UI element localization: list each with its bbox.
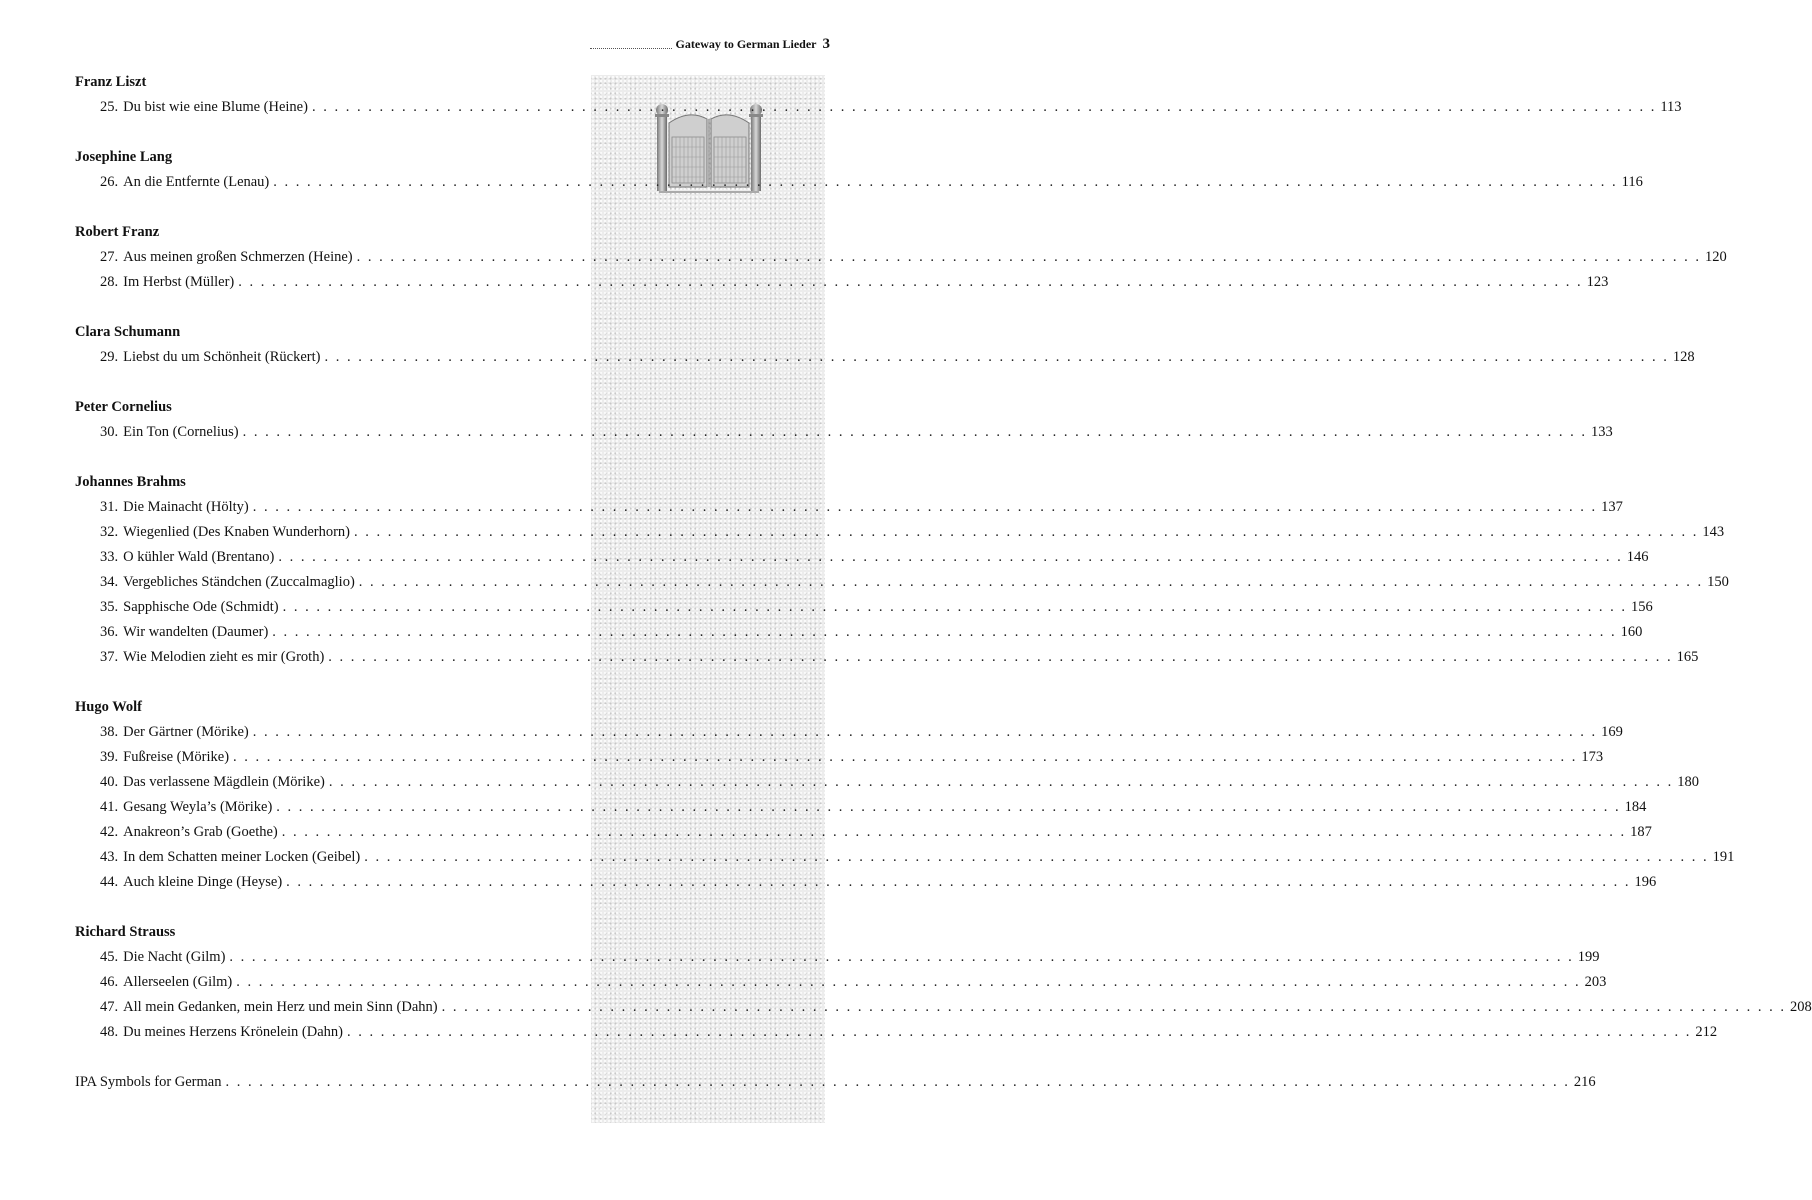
- entry-number: 48.: [100, 1024, 119, 1040]
- toc-entry: [75, 620, 1643, 645]
- entry-number: 38.: [100, 724, 119, 740]
- dot-leader: . . . . . . . . . . . . . . . . . . . . . . . . . . . . . . . . . . . . . . . . . . . . . . . . . . . . . . . . . . . . . . . . . . . . . . . . . . . . . . . . . . . . . . . . . . . . . . . . . . . . . . . . . . . . . . . . . . . . . . . .: [272, 624, 1617, 640]
- entry-title: O kühler Wald (Brentano): [123, 549, 275, 565]
- entry-number: 41.: [100, 799, 119, 815]
- entry-number: 35.: [100, 599, 119, 615]
- dot-leader: . . . . . . . . . . . . . . . . . . . . . . . . . . . . . . . . . . . . . . . . . . . . . . . . . . . . . . . . . . . . . . . . . . . . . . . . . . . . . . . . . . . . . . . . . . . . . . . . . . . . . . . . . . . . . . . . . . . . . . . .: [311, 99, 1657, 115]
- appendix-page: 216: [1573, 1074, 1596, 1090]
- entry-number: 27.: [100, 249, 119, 265]
- toc-section: [75, 220, 1727, 295]
- composer-heading: Clara Schumann: [75, 324, 181, 340]
- toc-entry: [75, 495, 1623, 520]
- toc-entry: [75, 520, 1725, 545]
- entry-title: Im Herbst (Müller): [123, 274, 235, 290]
- running-header: [590, 34, 830, 54]
- composer-heading: Robert Franz: [75, 224, 160, 240]
- header-page-number: 3: [822, 35, 830, 52]
- toc-entry: [75, 795, 1647, 820]
- toc-entry: [75, 1020, 1718, 1045]
- entry-page: 116: [1621, 174, 1643, 190]
- entry-page: 165: [1676, 649, 1699, 665]
- toc-entry: [75, 595, 1653, 620]
- entry-title: Aus meinen großen Schmerzen (Heine): [123, 249, 353, 265]
- appendix-entry: [75, 1070, 1596, 1095]
- entry-title: Die Mainacht (Hölty): [123, 499, 249, 515]
- entry-number: 44.: [100, 874, 119, 890]
- toc-entry: [75, 770, 1699, 795]
- toc-entry: [75, 870, 1657, 895]
- dot-leader: . . . . . . . . . . . . . . . . . . . . . . . . . . . . . . . . . . . . . . . . . . . . . . . . . . . . . . . . . . . . . . . . . . . . . . . . . . . . . . . . . . . . . . . . . . . . . . . . . . . . . . . . . . . . . . . . . . . . . . . .: [229, 949, 1574, 965]
- entry-number: 46.: [100, 974, 119, 990]
- entry-number: 45.: [100, 949, 119, 965]
- entry-number: 39.: [100, 749, 119, 765]
- entry-number: 37.: [100, 649, 119, 665]
- toc-entry: [75, 95, 1682, 120]
- toc-entry: [75, 420, 1613, 445]
- entry-page: 150: [1707, 574, 1729, 590]
- table-of-contents: [75, 70, 1812, 1095]
- entry-page: 191: [1712, 849, 1735, 865]
- dot-leader: . . . . . . . . . . . . . . . . . . . . . . . . . . . . . . . . . . . . . . . . . . . . . . . . . . . . . . . . . . . . . . . . . . . . . . . . . . . . . . . . . . . . . . . . . . . . . . . . . . . . . . . . . . . . . . . . . . . . . . . .: [233, 749, 1578, 765]
- entry-page: 212: [1695, 1024, 1718, 1040]
- dot-leader: . . . . . . . . . . . . . . . . . . . . . . . . . . . . . . . . . . . . . . . . . . . . . . . . . . . . . . . . . . . . . . . . . . . . . . . . . . . . . . . . . . . . . . . . . . . . . . . . . . . . . . . . . . . . . . . . . . . . . . . .: [358, 574, 1704, 590]
- toc-section: [75, 70, 1682, 120]
- entry-title: Fußreise (Mörike): [123, 749, 230, 765]
- entry-title: Du bist wie eine Blume (Heine): [123, 99, 308, 115]
- dot-leader: . . . . . . . . . . . . . . . . . . . . . . . . . . . . . . . . . . . . . . . . . . . . . . . . . . . . . . . . . . . . . . . . . . . . . . . . . . . . . . . . . . . . . . . . . . . . . . . . . . . . . . . . . . . . . . . . . . . . . . . .: [276, 799, 1621, 815]
- toc-entry: [75, 270, 1609, 295]
- dot-leader: . . . . . . . . . . . . . . . . . . . . . . . . . . . . . . . . . . . . . . . . . . . . . . . . . . . . . . . . . . . . . . . . . . . . . . . . . . . . . . . . . . . . . . . . . . . . . . . . . . . . . . . . . . . . . . . . . . . . . . . .: [273, 174, 1618, 190]
- entry-page: 208: [1790, 999, 1812, 1015]
- composer-heading: Josephine Lang: [75, 149, 173, 165]
- entry-page: 133: [1591, 424, 1613, 440]
- toc-entry: [75, 845, 1735, 870]
- dot-leader: . . . . . . . . . . . . . . . . . . . . . . . . . . . . . . . . . . . . . . . . . . . . . . . . . . . . . . . . . . . . . . . . . . . . . . . . . . . . . . . . . . . . . . . . . . . . . . . . . . . . . . . . . . . . . . . . . . . . . . . .: [252, 499, 1598, 515]
- entry-title: Die Nacht (Gilm): [123, 949, 226, 965]
- toc-section: [75, 920, 1812, 1045]
- toc-entry: [75, 345, 1695, 370]
- composer-heading: Peter Cornelius: [75, 399, 172, 415]
- header-title: Gateway to German Lieder: [675, 36, 817, 51]
- toc-entry: [75, 970, 1607, 995]
- entry-page: 143: [1702, 524, 1725, 540]
- entry-page: 196: [1634, 874, 1657, 890]
- dot-leader: . . . . . . . . . . . . . . . . . . . . . . . . . . . . . . . . . . . . . . . . . . . . . . . . . . . . . . . . . . . . . . . . . . . . . . . . . . . . . . . . . . . . . . . . . . . . . . . . . . . . . . . . . . . . . . . . . . . . . . . .: [252, 724, 1598, 740]
- dot-leader: . . . . . . . . . . . . . . . . . . . . . . . . . . . . . . . . . . . . . . . . . . . . . . . . . . . . . . . . . . . . . . . . . . . . . . . . . . . . . . . . . . . . . . . . . . . . . . . . . . . . . . . . . . . . . . . . . . . . . . . .: [356, 249, 1702, 265]
- dot-leader: . . . . . . . . . . . . . . . . . . . . . . . . . . . . . . . . . . . . . . . . . . . . . . . . . . . . . . . . . . . . . . . . . . . . . . . . . . . . . . . . . . . . . . . . . . . . . . . . . . . . . . . . . . . . . . . . . . . . . . . .: [364, 849, 1709, 865]
- entry-page: 120: [1705, 249, 1727, 265]
- appendix-title: IPA Symbols for German: [75, 1074, 222, 1090]
- toc-entry: [75, 545, 1649, 570]
- toc-entry: [75, 245, 1727, 270]
- entry-page: 160: [1620, 624, 1643, 640]
- composer-heading: Johannes Brahms: [75, 474, 186, 490]
- entry-page: 199: [1577, 949, 1600, 965]
- entry-title: Auch kleine Dinge (Heyse): [123, 874, 283, 890]
- entry-page: 187: [1630, 824, 1652, 840]
- entry-title: Allerseelen (Gilm): [123, 974, 233, 990]
- entry-title: Liebst du um Schönheit (Rückert): [123, 349, 321, 365]
- entry-page: 113: [1660, 99, 1682, 115]
- entry-number: 36.: [100, 624, 119, 640]
- toc-entry: [75, 745, 1604, 770]
- entry-page: 146: [1626, 549, 1649, 565]
- entry-number: 28.: [100, 274, 119, 290]
- entry-title: Anakreon’s Grab (Goethe): [123, 824, 278, 840]
- entry-number: 33.: [100, 549, 119, 565]
- entry-page: 173: [1581, 749, 1604, 765]
- entry-page: 137: [1601, 499, 1623, 515]
- entry-title: Gesang Weyla’s (Mörike): [123, 799, 273, 815]
- toc-section: [75, 145, 1643, 195]
- dot-leader: . . . . . . . . . . . . . . . . . . . . . . . . . . . . . . . . . . . . . . . . . . . . . . . . . . . . . . . . . . . . . . . . . . . . . . . . . . . . . . . . . . . . . . . . . . . . . . . . . . . . . . . . . . . . . . . . . . . . . . . .: [324, 349, 1669, 365]
- header-leader: [590, 39, 672, 49]
- entry-page: 180: [1677, 774, 1699, 790]
- entry-title: Wiegenlied (Des Knaben Wunderhorn): [123, 524, 350, 540]
- entry-number: 43.: [100, 849, 119, 865]
- entry-page: 128: [1672, 349, 1695, 365]
- toc-entry: [75, 570, 1729, 595]
- entry-number: 40.: [100, 774, 119, 790]
- toc-entry: [75, 170, 1643, 195]
- entry-title: Vergebliches Ständchen (Zuccalmaglio): [123, 574, 355, 590]
- entry-title: Wir wandelten (Daumer): [123, 624, 269, 640]
- entry-number: 29.: [100, 349, 119, 365]
- toc-section: [75, 695, 1735, 895]
- entry-title: Das verlassene Mägdlein (Mörike): [123, 774, 325, 790]
- dot-leader: . . . . . . . . . . . . . . . . . . . . . . . . . . . . . . . . . . . . . . . . . . . . . . . . . . . . . . . . . . . . . . . . . . . . . . . . . . . . . . . . . . . . . . . . . . . . . . . . . . . . . . . . . . . . . . . . . . . . . . . .: [238, 274, 1583, 290]
- entry-number: 31.: [100, 499, 119, 515]
- dot-leader: . . . . . . . . . . . . . . . . . . . . . . . . . . . . . . . . . . . . . . . . . . . . . . . . . . . . . . . . . . . . . . . . . . . . . . . . . . . . . . . . . . . . . . . . . . . . . . . . . . . . . . . . . . . . . . . . . . . . . . . .: [354, 524, 1699, 540]
- entry-number: 30.: [100, 424, 119, 440]
- entry-number: 25.: [100, 99, 119, 115]
- dot-leader: . . . . . . . . . . . . . . . . . . . . . . . . . . . . . . . . . . . . . . . . . . . . . . . . . . . . . . . . . . . . . . . . . . . . . . . . . . . . . . . . . . . . . . . . . . . . . . . . . . . . . . . . . . . . . . . . . . . . . . . .: [282, 599, 1627, 615]
- toc-entry: [75, 945, 1600, 970]
- entry-number: 42.: [100, 824, 119, 840]
- dot-leader: . . . . . . . . . . . . . . . . . . . . . . . . . . . . . . . . . . . . . . . . . . . . . . . . . . . . . . . . . . . . . . . . . . . . . . . . . . . . . . . . . . . . . . . . . . . . . . . . . . . . . . . . . . . . . . . . . . . . . . . .: [242, 424, 1588, 440]
- entry-title: All mein Gedanken, mein Herz und mein Sinn (Dahn): [123, 999, 438, 1015]
- entry-page: 203: [1584, 974, 1607, 990]
- toc-entry: [75, 820, 1652, 845]
- entry-title: Sapphische Ode (Schmidt): [123, 599, 279, 615]
- entry-title: Der Gärtner (Mörike): [123, 724, 249, 740]
- toc-entry: [75, 645, 1699, 670]
- composer-heading: Franz Liszt: [75, 74, 147, 90]
- dot-leader: . . . . . . . . . . . . . . . . . . . . . . . . . . . . . . . . . . . . . . . . . . . . . . . . . . . . . . . . . . . . . . . . . . . . . . . . . . . . . . . . . . . . . . . . . . . . . . . . . . . . . . . . . . . . . . . . . . . . . . . .: [346, 1024, 1692, 1040]
- entry-page: 184: [1624, 799, 1647, 815]
- entry-title: Wie Melodien zieht es mir (Groth): [123, 649, 325, 665]
- composer-heading: Richard Strauss: [75, 924, 176, 940]
- entry-number: 34.: [100, 574, 119, 590]
- dot-leader: . . . . . . . . . . . . . . . . . . . . . . . . . . . . . . . . . . . . . . . . . . . . . . . . . . . . . . . . . . . . . . . . . . . . . . . . . . . . . . . . . . . . . . . . . . . . . . . . . . . . . . . . . . . . . . . . . . . . . . . .: [441, 999, 1786, 1015]
- toc-entry: [75, 995, 1812, 1020]
- entry-page: 123: [1586, 274, 1609, 290]
- toc-section: [75, 470, 1729, 670]
- dot-leader: . . . . . . . . . . . . . . . . . . . . . . . . . . . . . . . . . . . . . . . . . . . . . . . . . . . . . . . . . . . . . . . . . . . . . . . . . . . . . . . . . . . . . . . . . . . . . . . . . . . . . . . . . . . . . . . . . . . . . . . .: [278, 549, 1623, 565]
- entry-title: In dem Schatten meiner Locken (Geibel): [123, 849, 361, 865]
- dot-leader: . . . . . . . . . . . . . . . . . . . . . . . . . . . . . . . . . . . . . . . . . . . . . . . . . . . . . . . . . . . . . . . . . . . . . . . . . . . . . . . . . . . . . . . . . . . . . . . . . . . . . . . . . . . . . . . . . . . . . . . .: [328, 649, 1673, 665]
- entry-number: 26.: [100, 174, 119, 190]
- dot-leader: . . . . . . . . . . . . . . . . . . . . . . . . . . . . . . . . . . . . . . . . . . . . . . . . . . . . . . . . . . . . . . . . . . . . . . . . . . . . . . . . . . . . . . . . . . . . . . . . . . . . . . . . . . . . . . . . . . . . . . . .: [281, 824, 1627, 840]
- dot-leader: . . . . . . . . . . . . . . . . . . . . . . . . . . . . . . . . . . . . . . . . . . . . . . . . . . . . . . . . . . . . . . . . . . . . . . . . . . . . . . . . . . . . . . . . . . . . . . . . . . . . . . . . . . . . . . . . . . . . . . . .: [236, 974, 1581, 990]
- toc-entry: [75, 720, 1623, 745]
- toc-section: [75, 395, 1613, 445]
- entry-number: 32.: [100, 524, 119, 540]
- entry-title: Du meines Herzens Krönelein (Dahn): [123, 1024, 343, 1040]
- dot-leader: . . . . . . . . . . . . . . . . . . . . . . . . . . . . . . . . . . . . . . . . . . . . . . . . . . . . . . . . . . . . . . . . . . . . . . . . . . . . . . . . . . . . . . . . . . . . . . . . . . . . . . . . . . . . . . . . . . . . . . . .: [328, 774, 1674, 790]
- entry-title: An die Entfernte (Lenau): [123, 174, 270, 190]
- entry-page: 169: [1601, 724, 1623, 740]
- entry-page: 156: [1630, 599, 1653, 615]
- dot-leader: . . . . . . . . . . . . . . . . . . . . . . . . . . . . . . . . . . . . . . . . . . . . . . . . . . . . . . . . . . . . . . . . . . . . . . . . . . . . . . . . . . . . . . . . . . . . . . . . . . . . . . . . . . . . . . . . . . . . . . . .: [286, 874, 1631, 890]
- toc-section: [75, 320, 1695, 370]
- composer-heading: Hugo Wolf: [75, 699, 143, 715]
- entry-number: 47.: [100, 999, 119, 1015]
- dot-leader: . . . . . . . . . . . . . . . . . . . . . . . . . . . . . . . . . . . . . . . . . . . . . . . . . . . . . . . . . . . . . . . . . . . . . . . . . . . . . . . . . . . . . . . . . . . . . . . . . . . . . . . . . . . . . . . . . . . . . . . .: [225, 1074, 1570, 1090]
- entry-title: Ein Ton (Cornelius): [123, 424, 239, 440]
